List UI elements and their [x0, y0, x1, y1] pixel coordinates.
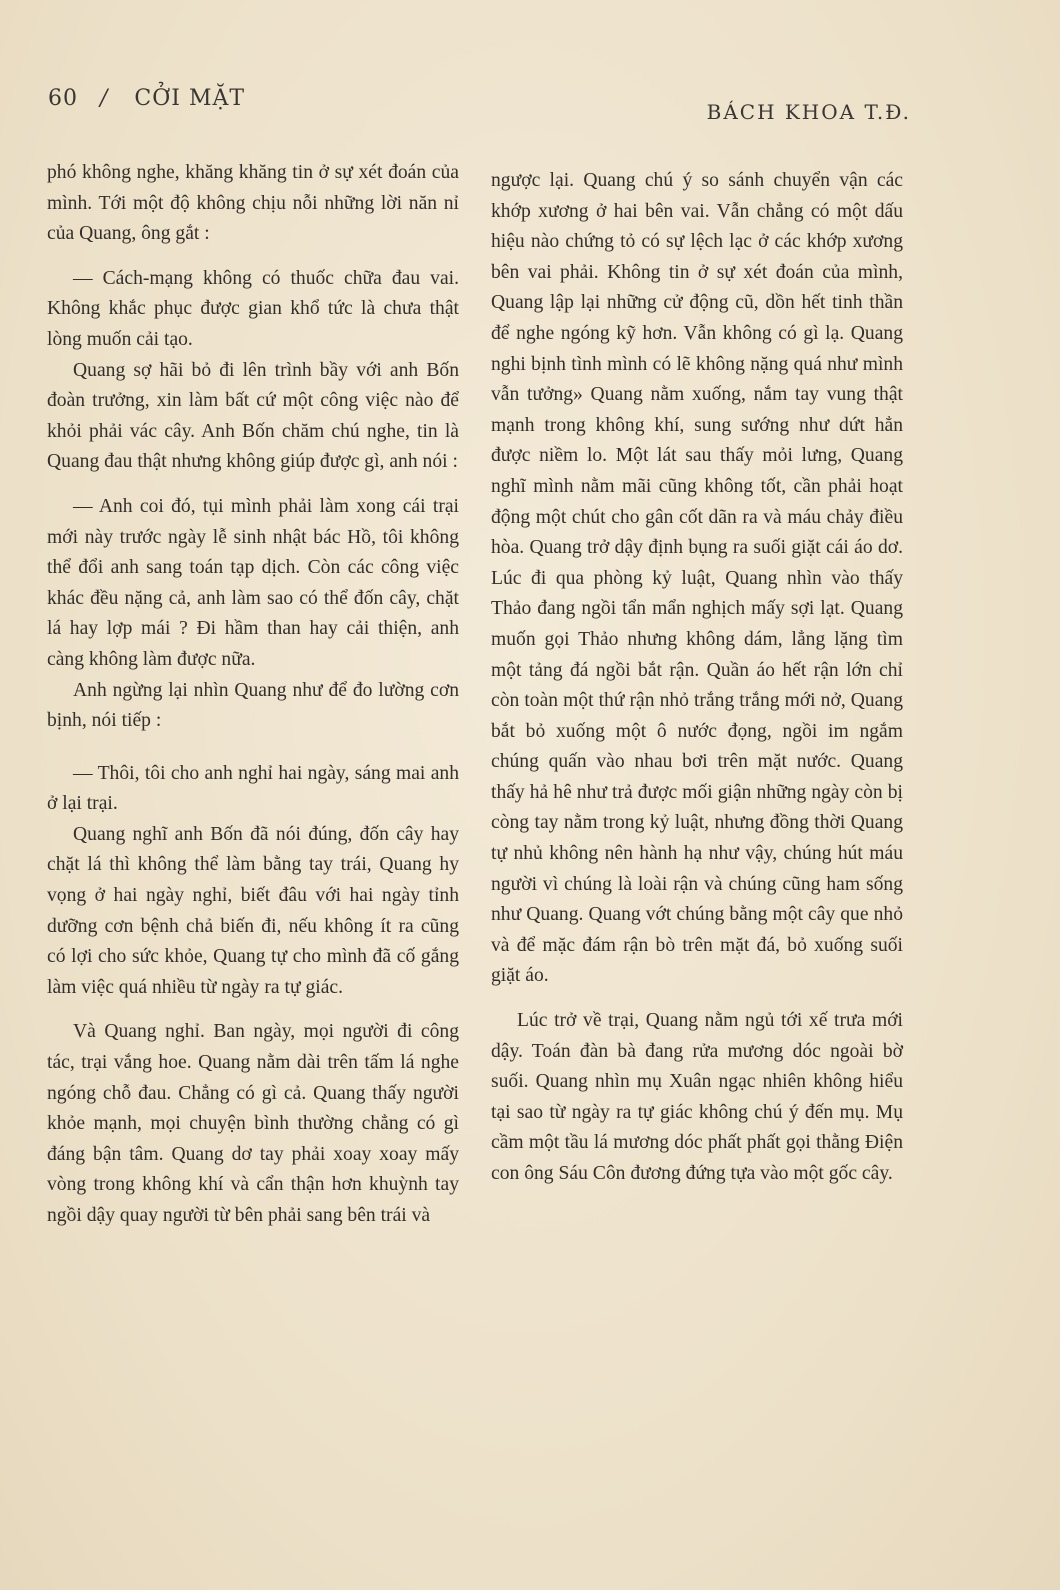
paragraph: — Anh coi đó, tụi mình phải làm xong cái trại mới này trước ngày lễ sinh nhật bác Hồ, tôi không thể đổi anh sang toán tạp dịch. Còn các công việc khác đều nặng cả, anh làm sao có thể đốn cây, chặt lá hay lợp mái ? Đi hầm than hay cải thiện, anh càng không làm được nữa. — [47, 495, 459, 670]
paragraph: Và Quang nghỉ. Ban ngày, mọi người đi công tác, trại vắng hoe. Quang nằm dài trên tấm lá nghe ngóng chỗ đau. Chẳng có gì cả. Quang thấy người khỏe mạnh, mọi chuyện bình thường chẳng có gì đáng bận tâm. Quang dơ tay phải xoay xoay mấy vòng trong không khí và cẩn thận hơn khuỳnh tay ngồi dậy quay người từ bên phải sang bên trái và — [47, 1021, 459, 1226]
header-separator: / — [100, 86, 109, 111]
paragraph: — Thôi, tôi cho anh nghỉ hai ngày, sáng mai anh ở lại trại. — [47, 762, 459, 815]
running-head-left — [48, 86, 245, 111]
publication-name: BÁCH KHOA T.Đ. — [706, 100, 911, 124]
paragraph: Lúc trở về trại, Quang nằm ngủ tới xế trưa mới dậy. Toán đàn bà đang rửa mương dóc ngoài bờ suối. Quang nhìn mụ Xuân ngạc nhiên không hiểu tại sao từ ngày ra tự giác không chú ý đến mụ. Mụ cầm một tầu lá mương dóc phất phất gọi thằng Điện con ông Sáu Côn đương đứng tựa vào một gốc cây. — [491, 1010, 903, 1184]
paragraph: phó không nghe, khăng khăng tin ở sự xét đoán của mình. Tới một độ không chịu nỗi những lời năn nỉ của Quang, ông gắt : — [47, 162, 459, 245]
paragraph: Quang sợ hãi bỏ đi lên trình bầy với anh Bốn đoàn trưởng, xin làm bất cứ một công việc nào để khỏi phải vác cây. Anh Bốn chăm chú nghe, tin là Quang đau thật nhưng không giúp được gì, anh nói : — [47, 359, 459, 473]
paragraph: Anh ngừng lại nhìn Quang như để đo lường cơn bịnh, nói tiếp : — [47, 679, 459, 732]
paragraph: — Cách-mạng không có thuốc chữa đau vai. Không khắc phục được gian khổ tức là chưa thật lòng muốn cải tạo. — [47, 267, 459, 350]
paragraph: ngược lại. Quang chú ý so sánh chuyển vận các khớp xương ở hai bên vai. Vẫn chẳng có một dấu hiệu nào chứng tỏ có sự lệch lạc ở các khớp xương bên vai phải. Không tin ở sự xét đoán của mình, Quang lập lại những cử động cũ, dồn hết tinh thần để nghe ngóng kỹ hơn. Vẫn không có gì lạ. Quang nghi bịnh tình mình có lẽ không nặng quá như mình vẫn tưởng» Quang nằm xuống, nắm tay vung thật mạnh trong không khí, sung sướng như dứt hẳn được niềm lo. Một lát sau thấy mỏi lưng, Quang nghĩ mình nằm mãi cũng không tốt, cần phải hoạt động một chút cho gân cốt dãn ra và máu chảy điều hòa. Quang trở dậy định bụng ra suối giặt cái áo dơ. Lúc đi qua phòng kỷ luật, Quang nhìn vào thấy Thảo đang ngồi tẩn mẩn nghịch mấy sợi lạt. Quang muốn gọi Thảo nhưng không dám, lẳng lặng tìm một tảng đá ngồi bắt rận. Quần áo hết rận lớn chỉ còn toàn một thứ rận nhỏ trắng trắng mới nở, Quang bắt bỏ xuống một ô nước đọng, ngồi im ngắm chúng quấn vào nhau bơi trên mặt nước. Quang thấy hả hê như trả được mối giận những ngày còn bị còng tay nằm trong kỷ luật, nhưng đồng thời Quang tự nhủ không nên hành hạ như vậy, chúng hút máu người vì chúng là loài rận và chúng cũng ham sống như Quang. Quang vớt chúng bằng một cây que nhỏ và để mặc đám rận bò trên mặt đá, bỏ xuống suối giặt áo. — [491, 170, 903, 987]
page-header — [48, 86, 910, 126]
section-title: CỞI MẶT — [134, 86, 246, 111]
text-column-left — [47, 158, 459, 1232]
paragraph: Quang nghĩ anh Bốn đã nói đúng, đốn cây hay chặt lá thì không thể làm bằng tay trái, Quang hy vọng ở hai ngày nghỉ, biết đâu với hai ngày tỉnh dưỡng cơn bệnh chả biến đi, nếu không ít ra cũng có lợi cho sức khỏe, Quang tự cho mình đã cố gắng làm việc quá nhiều từ ngày ra tự giác. — [47, 823, 459, 998]
page-number: 60 — [48, 86, 78, 111]
text-column-right — [491, 166, 903, 1190]
